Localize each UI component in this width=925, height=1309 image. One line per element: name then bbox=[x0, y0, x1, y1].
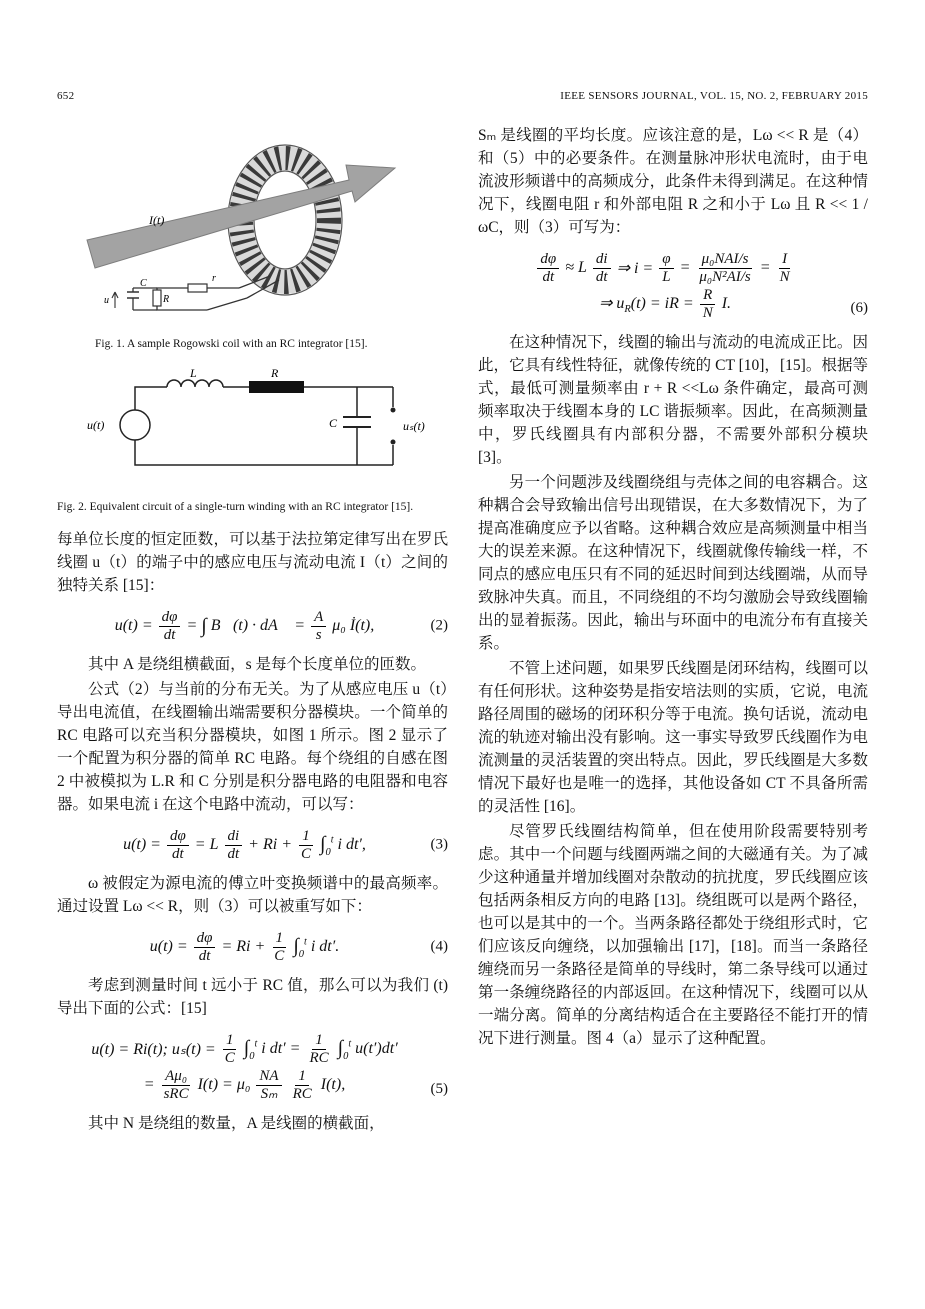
fraction: $\frac{d\varphi}{dt}$ bbox=[159, 609, 181, 643]
figure-2-caption: Fig. 2. Equivalent circuit of a single-turn winding with an RC integrator [15]. bbox=[57, 501, 414, 513]
eq-term: μ₀ İ(t), bbox=[332, 617, 375, 634]
eq-line bbox=[535, 251, 794, 285]
figure-1-caption: Fig. 1. A sample Rogowski coil with an RC integrator [15]. bbox=[95, 338, 368, 350]
eq-term: = bbox=[679, 259, 691, 276]
paragraph: 考虑到测量时间 t 远小于 RC 值，那么可以为我们 (t) 导出下面的公式：[15] bbox=[57, 977, 448, 1017]
eq-term: u(t) = bbox=[123, 836, 161, 853]
fig2-output-label: uₛ(t) bbox=[403, 419, 425, 433]
fig2-R-label: R bbox=[271, 366, 279, 380]
fraction: $\frac{di}{dt}$ bbox=[593, 251, 611, 285]
equation-3 bbox=[57, 818, 448, 872]
fig1-C-label: C bbox=[140, 278, 147, 289]
fraction: $\frac{\text{μ₀NAI/s}}{\text{μ₀N²AI/s}}$ bbox=[699, 251, 751, 285]
fraction: $\frac{\text{Aμ₀}}{\text{sRC}}$ bbox=[163, 1068, 189, 1102]
paragraph: Sₘ 是线圈的平均长度。应该注意的是，Lω << R 是（4）和（5）中的必要条件。在测量脉冲形状电流时，由于电流波形频谱中的高频成分，此条件未得到满足。在这种情况下，线圈电阻 r 和外部电阻 R 之和小于 Lω 且 R << 1 /ωC，则（3）可写为： bbox=[478, 127, 868, 236]
eq-term: u(t) = Ri(t); uₛ(t) = bbox=[91, 1041, 216, 1058]
fig1-R-label: R bbox=[163, 294, 170, 305]
fraction: $\frac{R}{N}$ bbox=[700, 287, 716, 321]
two-column-body bbox=[57, 124, 868, 1137]
eq-term: ≈ L bbox=[565, 259, 587, 276]
eq-term: = L bbox=[194, 836, 219, 853]
right-column bbox=[478, 124, 868, 1137]
eq-term: u(t) = bbox=[149, 938, 188, 955]
fig2-source-label: u(t) bbox=[87, 418, 105, 432]
equation-number: (5) bbox=[430, 1081, 448, 1097]
equation-number: (6) bbox=[850, 300, 868, 316]
eq-line bbox=[144, 1068, 345, 1102]
eq-term: B⃗(t) · dA⃗ = bbox=[210, 617, 306, 634]
integral-sign: $\int_0^t$ bbox=[337, 1036, 352, 1062]
paragraph: 另一个问题涉及线圈绕组与壳体之间的电容耦合。这种耦合会导致输出信号出现错误，在大多数情况下，为了提高准确度应予以省略。这种耦合效应是高频测量中相当大的误差来源。在这种情况下，线圈就像传输线一样，不同点的感应电压只有不同的延迟时间到达线圈端，从而导致脉冲失真。而且，不同绕组的不均匀激励会导致线圈输出的显着振荡。因此，输出与环面中的电流分布有直接关系。 bbox=[478, 474, 868, 652]
figure-2 bbox=[57, 365, 448, 514]
fraction: $\frac{1}{C}$ bbox=[300, 828, 311, 862]
equation-number: (3) bbox=[430, 836, 448, 853]
equation-6 bbox=[478, 241, 868, 331]
fig1-current-label: I(t) bbox=[149, 213, 165, 227]
eq-term: I(t), bbox=[320, 1076, 346, 1093]
fraction: $\frac{A}{s}$ bbox=[311, 609, 326, 643]
paragraph: ω 被假定为源电流的傅立叶变换频谱中的最高频率。通过设置 Lω << R，则（3）可以被重写如下： bbox=[57, 875, 448, 915]
eq-line bbox=[91, 1032, 397, 1066]
eq-term: u(t′)dt′ bbox=[355, 1040, 398, 1057]
paragraph: 尽管罗氏线圈结构简单，但在使用阶段需要特别考虑。其中一个问题与线圈两端之间的大磁通有关。为了减少这种通量并增加线圈对杂散动的抗扰度，罗氏线圈应该包括两条相反方向的电路 [13]。绕组既可以是两个路径，也可以是其中的一个。当两条路径都处于绕组形式时，它们应该反向缠绕，以加强输出 [17]，[18]。而当一条路径缠绕而另一条路径是简单的导线时，第二条导线可以通过第一条缠绕路径的内部返回。在这种情况下，线圈可以从一端分离。简单的分离结构适合在主要路径不能打开的情况下进行测量。图 4（a）显示了这种配置。 bbox=[478, 823, 868, 1047]
fig1-u-label: u bbox=[104, 295, 109, 306]
eq-term: ⇒ $u_R(t)$ = iR = bbox=[598, 294, 694, 316]
fraction: $\frac{di}{dt}$ bbox=[225, 828, 243, 862]
fraction: $\frac{1}{C}$ bbox=[224, 1032, 235, 1066]
left-column bbox=[57, 124, 448, 1137]
eq-term: = Ri + bbox=[221, 938, 266, 955]
fraction: $\frac{NA}{\text{Sₘ}}$ bbox=[256, 1068, 281, 1102]
eq-term: I(t) = μ₀ bbox=[197, 1076, 251, 1093]
eq-term: = bbox=[759, 259, 771, 276]
equation-number: (2) bbox=[430, 617, 448, 634]
page-number: 652 bbox=[57, 90, 75, 102]
fig2-L-label: L bbox=[190, 366, 197, 380]
fraction: $\frac{d\varphi}{dt}$ bbox=[537, 251, 559, 285]
fraction: $\frac{1}{C}$ bbox=[274, 930, 285, 964]
integral-sign: $\int_0^t$ bbox=[243, 1036, 258, 1062]
eq-term: u(t) = bbox=[114, 617, 153, 634]
terminal-top bbox=[391, 408, 396, 413]
eq-term: = bbox=[143, 1076, 155, 1093]
fraction: $\frac{1}{RC}$ bbox=[309, 1032, 329, 1066]
journal-header: IEEE SENSORS JOURNAL, VOL. 15, NO. 2, FEBRUARY 2015 bbox=[560, 90, 868, 102]
eq-term: + Ri + bbox=[248, 836, 292, 853]
paragraph: 在这种情况下，线圈的输出与流动的电流成正比。因此，它具有线性特征，就像传统的 CT [10]，[15]。根据等式，最低可测量频率由 r + R <<Lω 条件确定，最高可测频率取决于线圈本身的 LC 谐振频率。因此，在高频测量中，罗氏线圈具有内部积分器，不需要外部积分模块 [3]。 bbox=[478, 334, 868, 466]
paragraph: 公式（2）与当前的分布无关。为了从感应电压 u（t）导出电流值，在线圈输出端需要积分器模块。一个简单的 RC 电路可以充当积分器模块，如图 1 所示。图 2 显示了一个配置为积分器的简单 RC 电路。每个绕组的自感在图 2 中被模拟为 L.R 和 C 分别是积分器电路的电阻器和电容器。如果电流 i 在这个电路中流动，可以写： bbox=[57, 681, 448, 813]
fraction: $\frac{\varphi}{L}$ bbox=[659, 251, 673, 285]
fig1-r-label: r bbox=[212, 273, 216, 284]
equation-5 bbox=[57, 1022, 448, 1112]
fig2-C-label: C bbox=[329, 416, 338, 430]
paragraph: 每单位长度的恒定匝数，可以基于法拉第定律写出在罗氏线圈 u（t）的端子中的感应电压与流动电流 I（t）之间的独特关系 [15]： bbox=[57, 531, 448, 594]
fraction: $\frac{d\varphi}{dt}$ bbox=[167, 828, 189, 862]
fraction: $\frac{1}{RC}$ bbox=[292, 1068, 312, 1102]
terminal-bottom bbox=[391, 440, 396, 445]
eq-term: i dt′ = bbox=[261, 1040, 301, 1057]
integral-sign: $\int_0^t$ bbox=[320, 832, 334, 858]
resistor-R bbox=[249, 381, 304, 393]
rogowski-coil-illustration bbox=[57, 128, 448, 324]
eq-term: i dt′. bbox=[310, 938, 340, 955]
eq-term: i dt′, bbox=[337, 836, 366, 853]
equation-2 bbox=[57, 599, 448, 653]
paragraph: 其中 A 是绕组横截面，s 是每个长度单位的匝数。 bbox=[88, 656, 426, 673]
eq-term: I. bbox=[721, 295, 732, 312]
paragraph: 不管上述问题，如果罗氏线圈是闭环结构，线圈可以有任何形状。这种姿势是指安培法则的实质，它说，电流路径周围的磁场的闭环积分等于电流。换句话说，流动电流的轨迹对输出没有影响。这一事实导致罗氏线圈作为电流测量的灵活装置的突出特点。因此，罗氏线圈是大多数情况下最好也是唯一的选择，其他设备如 CT 不具备所需的灵活性 [16]。 bbox=[478, 660, 868, 815]
rc-integrator-circuit bbox=[104, 273, 216, 310]
paragraph: 其中 N 是绕组的数量，A 是线圈的横截面， bbox=[88, 1115, 385, 1132]
integral-sign: $\int_0^t$ bbox=[293, 934, 307, 960]
page-header bbox=[57, 90, 868, 102]
fraction: $\frac{I}{N}$ bbox=[779, 251, 790, 285]
equation-4 bbox=[57, 920, 448, 974]
fraction: $\frac{d\varphi}{dt}$ bbox=[194, 930, 216, 964]
equation-number: (4) bbox=[430, 938, 448, 955]
figure-1 bbox=[57, 128, 448, 351]
eq-term: ⇒ i = bbox=[616, 260, 654, 277]
eq-term: = bbox=[186, 617, 198, 634]
integral-sign: ∫ bbox=[201, 614, 207, 637]
eq-line bbox=[599, 287, 731, 321]
equivalent-circuit-diagram bbox=[57, 365, 448, 487]
